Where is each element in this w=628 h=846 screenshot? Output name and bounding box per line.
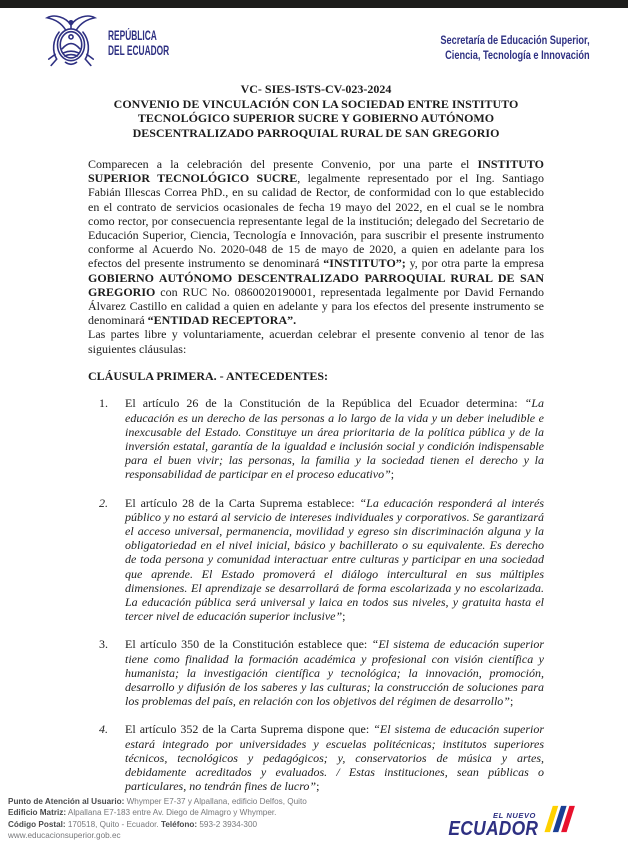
item-number: 1. bbox=[99, 396, 108, 411]
el-nuevo-text: EL NUEVO bbox=[492, 811, 536, 820]
gad-name: GOBIERNO AUTÓNOMO DESCENTRALIZADO PARROQUIAL RURAL DE SAN GREGORIO bbox=[88, 270, 544, 299]
instituto-alias: “INSTITUTO”; bbox=[323, 256, 406, 271]
secretaria-wordmark bbox=[441, 34, 590, 63]
secretaria-line2: Ciencia, Tecnología e Innovación bbox=[445, 49, 590, 62]
contact-line-2: Edificio Matriz: Alpallana E7-183 entre Av. Diego de Almagro y Whymper. bbox=[8, 807, 277, 818]
item-number: 2. bbox=[99, 495, 108, 510]
contact-info bbox=[8, 796, 307, 842]
intro-paragraph: Comparecen a la celebración del presente Convenio, por una parte el INSTITUTO SUPERIOR TECNOLÓGICO SUCRE, legalmente representado por el Ing. Santiago Fabián Illescas Correa PhD., en su calidad de Rector, de conformidad con lo que establecido en el contrato de servicios ocasionales de fecha 19 mayo del 2022, en el cual se le nombra como rector, por consecuencia representante legal de la institución; delegado del Secretario de Educación Superior, Ciencia, Tecnología e Innovación, para suscribir el presente instrumento conforme al Acuerdo No. 2020-048 de 15 de mayo de 2020, a quien en adelante para los efectos del presente instrumento se denominará “INSTITUTO”; y, por otra parte la empresa GOBIERNO AUTÓNOMO DESCENTRALIZADO PARROQUIAL RURAL DE SAN GREGORIO con RUC No. 0860020190001, representada legalmente por David Fernando Álvarez Castillo en calidad a quien en adelante y para los efectos del presente instrumento se denominará “ENTIDAD RECEPTORA”. bbox=[88, 157, 544, 328]
republic-line2: DEL ECUADOR bbox=[108, 43, 170, 58]
secretaria-line1: Secretaría de Educación Superior, bbox=[440, 35, 590, 47]
item-text: El artículo 26 de la Constitución de la República del Ecuador determina: “La educación es un derecho de las personas a lo largo de la vida y un deber ineludible e inexcusable del Estado. Constituye un área prioritaria de la política pública y de la inversión estatal, garantía de la igualdad e inclusión social y condición indispensable para el buen vivir; las personas, la familia y la sociedad tienen el derecho y la responsabilidad de participar en el proceso educativo”; bbox=[125, 396, 544, 482]
ecuador-text: ECUADOR bbox=[448, 818, 538, 840]
el-nuevo-ecuador-logo bbox=[435, 799, 577, 839]
ecuador-coat-of-arms-icon bbox=[34, 13, 108, 75]
entidad-receptora-alias: “ENTIDAD RECEPTORA”. bbox=[147, 313, 297, 328]
republic-wordmark bbox=[108, 29, 169, 59]
logo-wordmark bbox=[435, 811, 538, 839]
item-text: El artículo 28 de la Carta Suprema establece: “La educación responderá al interés público y no estará al servicio de intereses individuales y corporativos. Se garantizará el acceso universal, permanencia, movilidad y egreso sin discriminación alguna y la obligatoriedad en el nivel inicial, básico y bachillerato o su equivalente. Es derecho de toda persona y comunidad interactuar entre culturas y participar en una sociedad que aprende. El Estado promoverá el diálogo intercultural en sus múltiples dimensiones. El aprendizaje se desarrollará de forma escolarizada y no escolarizada. La educación pública será universal y laica en todos sus niveles, y gratuita hasta el tercer nivel de educación superior inclusive”; bbox=[125, 495, 544, 624]
top-black-bar bbox=[0, 0, 628, 8]
flag-stripes-icon bbox=[541, 799, 577, 839]
page-footer bbox=[0, 794, 628, 846]
contact-line-3: Código Postal: 170518, Quito - Ecuador. Teléfono: 593-2 3934-300 bbox=[8, 818, 258, 829]
list-item-2 bbox=[99, 496, 544, 624]
clause-primera-heading: CLÁUSULA PRIMERA. - ANTECEDENTES: bbox=[88, 368, 329, 383]
list-item-4 bbox=[99, 722, 544, 793]
title-line-3: DESCENTRALIZADO PARROQUIAL RURAL DE SAN GREGORIO bbox=[132, 125, 500, 140]
website-link[interactable]: www.educacionsuperior.gob.ec bbox=[8, 830, 121, 841]
document-code: VC- SIES-ISTS-CV-023-2024 bbox=[240, 82, 392, 96]
list-item-1 bbox=[99, 396, 544, 481]
republic-brand bbox=[34, 13, 207, 75]
item-text: El artículo 352 de la Carta Suprema dispone que: “El sistema de educación superior estará integrado por universidades y escuelas politécnicas; institutos superiores técnicos, tecnológicos y pedagógicos; y, conservatorios de música y artes, debidamente acreditados y evaluados. / Estas instituciones, sean públicas o particulares, no tendrán fines de lucro”; bbox=[125, 722, 544, 794]
item-text: El artículo 350 de la Constitución establece que: “El sistema de educación superior tiene como finalidad la formación académica y profesional con visión científica y humanista; la investigación científica y tecnológica; la innovación, promoción, desarrollo y difusión de los saberes y las culturas; la construcción de soluciones para los problemas del país, en relación con los objetivos del régimen de desarrollo”; bbox=[125, 637, 544, 709]
antecedentes-list bbox=[88, 396, 544, 793]
instituto-name: INSTITUTO SUPERIOR TECNOLÓGICO SUCRE bbox=[88, 157, 544, 186]
item-number: 3. bbox=[99, 637, 108, 652]
list-item-3 bbox=[99, 637, 544, 708]
document-content bbox=[0, 74, 628, 793]
title-line-1: CONVENIO DE VINCULACIÓN CON LA SOCIEDAD ENTRE INSTITUTO bbox=[113, 96, 519, 111]
republic-line1: REPÚBLICA bbox=[108, 28, 157, 44]
title-line-2: TECNOLÓGICO SUPERIOR SUCRE Y GOBIERNO AUTÓNOMO bbox=[137, 111, 495, 125]
contact-line-1: Punto de Atención al Usuario: Whymper E7-37 y Alpallana, edificio Delfos, Quito bbox=[8, 795, 307, 806]
letterhead bbox=[0, 8, 628, 74]
item-number: 4. bbox=[99, 722, 108, 737]
agreement-paragraph: Las partes libre y voluntariamente, acuerdan celebrar el presente convenio al tenor de las siguientes cláusulas: bbox=[88, 327, 544, 356]
document-title bbox=[88, 97, 544, 141]
